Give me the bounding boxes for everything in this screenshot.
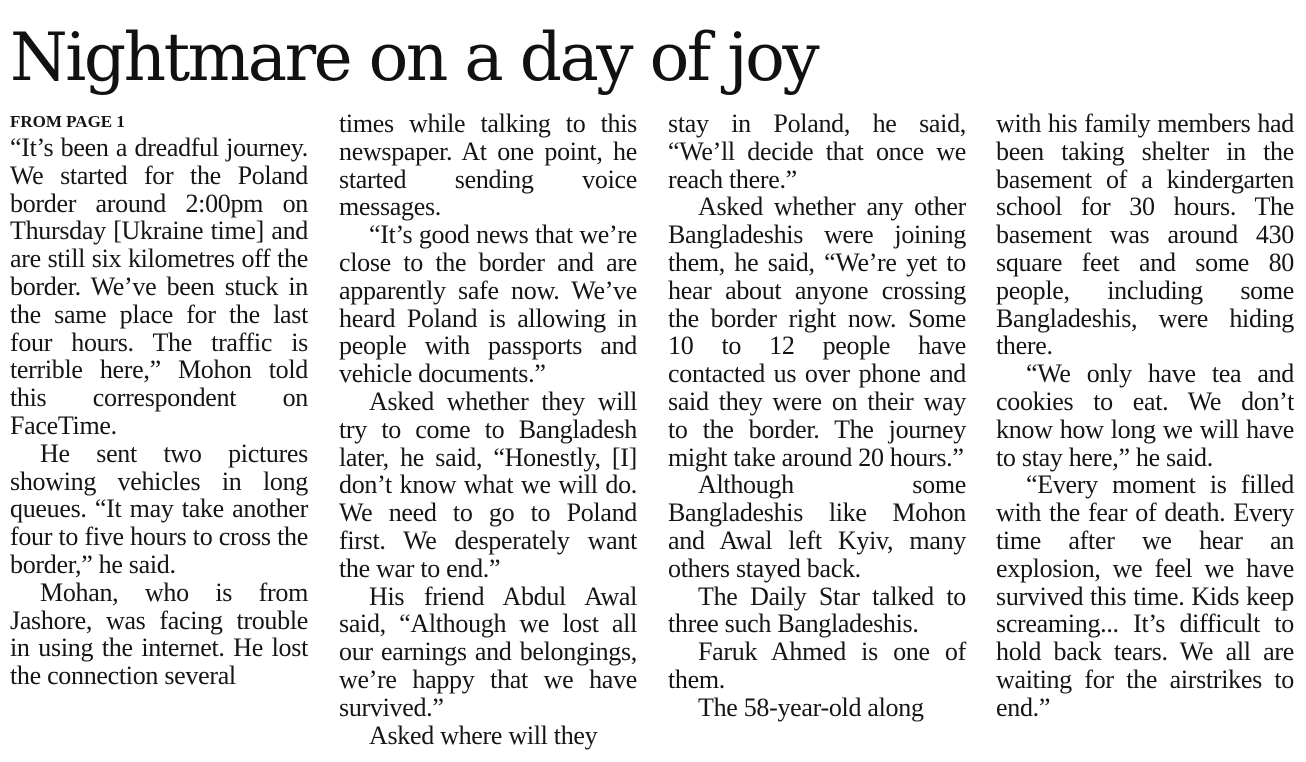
paragraph-continued: with his family members had been taking shelter in the basement of a kindergarten school for 30 hours. The basement was around 430 square feet and some 80 people, including some Bangladeshis, were hiding there. <box>996 109 1294 361</box>
paragraph: Asked where will they <box>369 720 598 750</box>
paragraph: Asked whether any other Bangladeshis were joining them, he said, “We’re yet to hear about anyone crossing the border right now. Some 10 to 12 people have contacted us over phone and said they were on their way to the border. The journey might take around 20 hours.” <box>668 192 966 472</box>
article-column-3 <box>668 110 966 722</box>
paragraph: “Every moment is filled with the fear of death. Every time after we hear an explosion, we feel we have survived this time. Kids keep screaming... It’s difficult to hold back tears. We all are waiting for the airstrikes to end.” <box>996 470 1294 722</box>
paragraph: Asked whether they will try to come to Bangladesh later, he said, “Honestly, [I] don’t know what we will do. We need to go to Poland first. We desperately want the war to end.” <box>339 386 637 583</box>
article-column-2 <box>339 110 637 749</box>
paragraph: “We only have tea and cookies to eat. We don’t know how long we will have to stay here,” he said. <box>996 359 1294 472</box>
kicker-from-page: FROM PAGE 1 <box>10 112 125 131</box>
paragraph: Although some Bangladeshis like Mohon and Awal left Kyiv, many others stayed back. <box>668 470 966 583</box>
paragraph-continued: times while talking to this newspaper. At one point, he started sending voice messages. <box>339 109 637 222</box>
paragraph-continued: stay in Poland, he said, “We’ll decide that once we reach there.” <box>668 109 966 194</box>
paragraph: He sent two pictures showing vehicles in long queues. “It may take another four to five hours to cross the border,” he said. <box>10 438 308 579</box>
paragraph: Mohan, who is from Jashore, was facing trouble in using the internet. He lost the connection several <box>10 577 308 691</box>
paragraph: Faruk Ahmed is one of them. <box>668 637 966 694</box>
paragraph: The 58-year-old along <box>698 692 924 722</box>
article-column-4 <box>996 110 1294 722</box>
paragraph: “It’s good news that we’re close to the border and are apparently safe now. We’ve heard Poland is allowing in people with passports and vehicle documents.” <box>339 220 637 389</box>
article-column-1 <box>10 110 308 690</box>
paragraph: His friend Abdul Awal said, “Although we lost all our earnings and belongings, we’re happy that we have survived.” <box>339 581 637 722</box>
paragraph: “It’s been a dreadful journey. We started for the Poland border around 2:00pm on Thursday [Ukraine time] and are still six kilometres off the border. We’ve been stuck in the same place for the last four hours. The traffic is terrible here,” Mohon told this correspondent on FaceTime. <box>10 133 308 440</box>
paragraph: The Daily Star talked to three such Bangladeshis. <box>668 581 966 639</box>
headline: Nightmare on a day of joy <box>10 19 818 96</box>
